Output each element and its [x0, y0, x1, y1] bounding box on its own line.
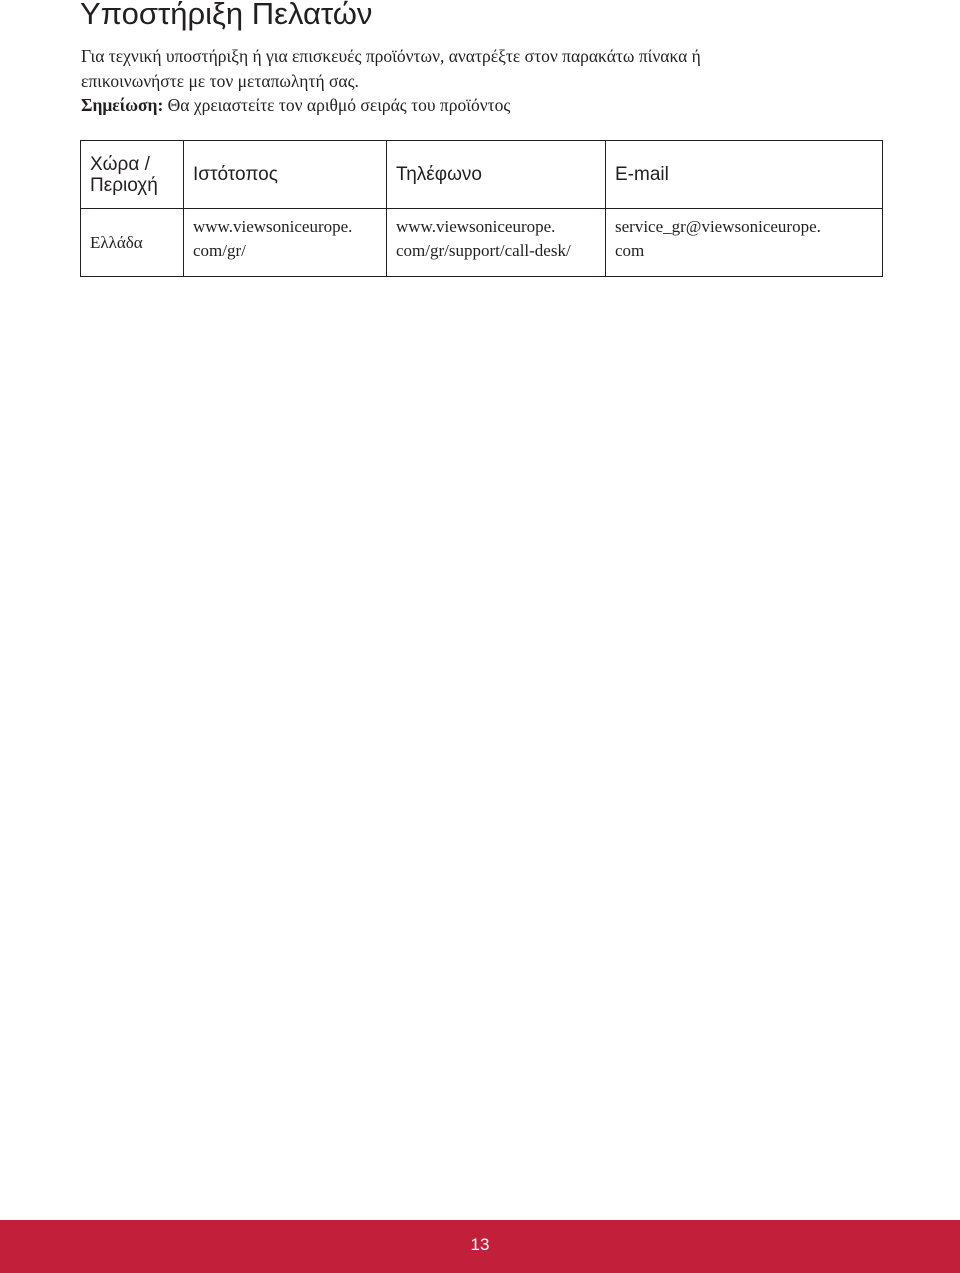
header-website: Ιστότοπος	[184, 141, 387, 209]
website-link-line-2[interactable]: com/gr/	[193, 241, 246, 260]
table-header-row	[81, 141, 883, 209]
header-region-line-2: Περιοχή	[90, 174, 158, 196]
intro-line-1: Για τεχνική υποστήριξη ή για επισκευές προϊόντων, ανατρέξτε στον παρακάτω πίνακα ή	[81, 46, 701, 66]
header-region	[81, 141, 184, 209]
note	[81, 93, 881, 118]
cell-email[interactable]	[606, 209, 883, 277]
website-link-line-1[interactable]: www.viewsoniceurope.	[193, 217, 353, 236]
page-number: 13	[470, 1235, 490, 1254]
cell-country: Ελλάδα	[81, 209, 184, 277]
email-link-line-2[interactable]: com	[615, 241, 645, 260]
email-link-line-1[interactable]: service_gr@viewsoniceurope.	[615, 217, 821, 236]
page-title: Υποστήριξη Πελατών	[80, 0, 373, 31]
phone-link-line-1[interactable]: www.viewsoniceurope.	[396, 217, 556, 236]
header-phone: Τηλέφωνο	[387, 141, 606, 209]
support-table	[80, 140, 883, 277]
intro-text	[81, 44, 881, 118]
header-email: E-mail	[606, 141, 883, 209]
note-label: Σημείωση:	[81, 95, 164, 115]
header-region-line-1: Χώρα /	[90, 153, 150, 175]
cell-website[interactable]	[184, 209, 387, 277]
intro-line-2: επικοινωνήστε με τον μεταπωλητή σας.	[81, 70, 359, 91]
table-row	[81, 209, 883, 277]
cell-phone[interactable]	[387, 209, 606, 277]
note-text: Θα χρειαστείτε τον αριθμό σειράς του προϊόντος	[163, 95, 511, 115]
footer-bar	[0, 1220, 960, 1273]
phone-link-line-2[interactable]: com/gr/support/call-desk/	[396, 241, 571, 260]
